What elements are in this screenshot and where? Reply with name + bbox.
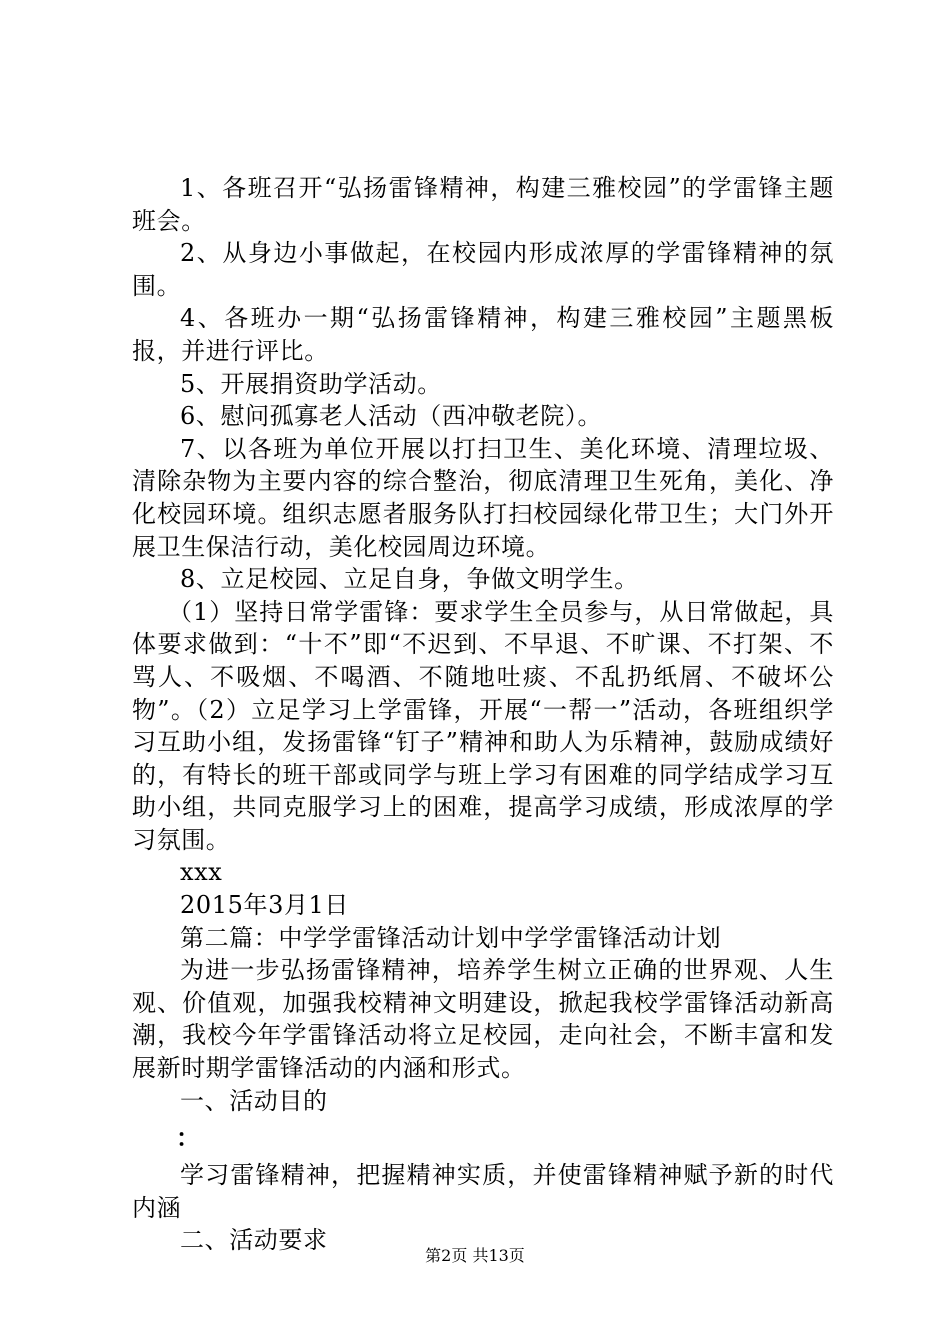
signature-author: xxx [180,858,223,887]
paragraph-item-7: 7、以各班为单位开展以打扫卫生、美化环境、清理垃圾、清除杂物为主要内容的综合整治，彻底清理卫生死角，美化、净化校园环境。组织志愿者服务队打扫校园绿化带卫生；大门外开展卫生保洁行动，美化校园周边环境。 [132,434,834,561]
paragraph-subitems: （1）坚持日常学雷锋：要求学生全员参与，从日常做起，具体要求做到：“十不”即“不迟到、不早退、不旷课、不打架、不骂人、不吸烟、不喝酒、不随地吐痰、不乱扔纸屑、不破坏公物”。（2）立足学习上学雷锋，开展“一帮一”活动，各班组织学习互助小组，发扬雷锋“钉子”精神和助人为乐精神，鼓励成绩好的，有特长的班干部或同学与班上学习有困难的同学结成学习互助小组，共同克服学习上的困难，提高学习成绩，形成浓厚的学习氛围。 [132,597,834,854]
paragraph-item-6: 6、慰问孤寡老人活动（西冲敬老院）。 [180,402,603,431]
paragraph-item-4: 4、各班办一期“弘扬雷锋精神，构建三雅校园”主题黑板报，并进行评比。 [132,304,834,365]
paragraph-item-2: 2、从身边小事做起，在校园内形成浓厚的学雷锋精神的氛围。 [132,239,834,300]
section-title: 第二篇：中学学雷锋活动计划中学学雷锋活动计划 [180,923,722,952]
stray-colon: ： [176,1123,200,1153]
intro-paragraph: 为进一步弘扬雷锋精神，培养学生树立正确的世界观、人生观、价值观，加强我校精神文明建设，掀起我校学雷锋活动新高潮，我校今年学雷锋活动将立足校园，走向社会，不断丰富和发展新时期学雷锋活动的内涵和形式。 [132,956,834,1083]
document-body [132,172,834,1257]
paragraph-item-8: 8、立足校园、立足自身，争做文明学生。 [180,565,639,594]
purpose-paragraph: 学习雷锋精神，把握精神实质，并使雷锋精神赋予新的时代内涵 [132,1161,834,1222]
paragraph-item-1: 1、各班召开“弘扬雷锋精神，构建三雅校园”的学雷锋主题班会。 [132,174,834,235]
heading-activity-purpose: 一、活动目的 [180,1086,328,1115]
page-footer: 第2页 共13页 [425,1246,525,1265]
heading-activity-requirements: 二、活动要求 [180,1226,328,1255]
paragraph-item-5: 5、开展捐资助学活动。 [180,369,442,398]
signature-date: 2015年3月1日 [180,891,350,920]
